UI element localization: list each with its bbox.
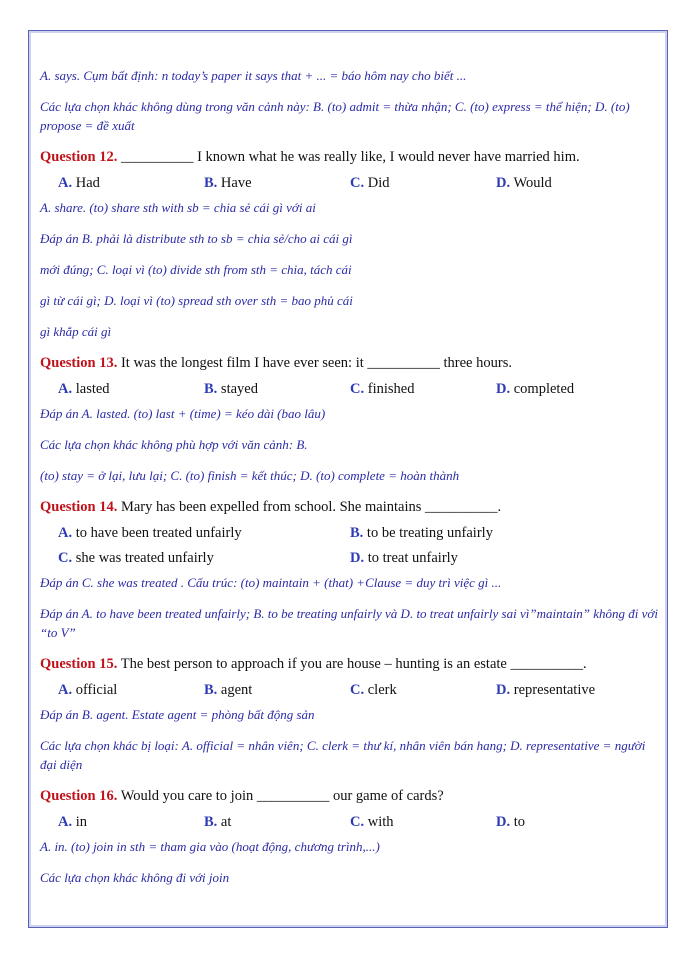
- option-text: to have been treated unfairly: [72, 525, 242, 541]
- answer-option: [332, 523, 624, 543]
- answer-options: [40, 812, 660, 832]
- option-letter: C.: [350, 814, 365, 830]
- explanation-text: A. says. Cụm bất định: n today’s paper it says that + ... = báo hôm nay cho biết ...: [40, 68, 467, 83]
- option-letter: C.: [350, 682, 365, 698]
- option-letter: B.: [204, 682, 218, 698]
- question-text: It was the longest film I have ever seen: it __________ three hours.: [117, 355, 512, 371]
- answer-option: [40, 548, 332, 568]
- option-letter: B.: [204, 175, 218, 191]
- option-letter: A.: [58, 682, 73, 698]
- option-text: clerk: [364, 682, 397, 698]
- answer-option: [478, 173, 624, 193]
- explanation-text: A. share. (to) share sth with sb = chia sẻ cái gì với ai: [40, 200, 316, 215]
- option-letter: B.: [204, 381, 218, 397]
- option-text: she was treated unfairly: [72, 550, 214, 566]
- option-text: at: [217, 814, 232, 830]
- option-text: with: [364, 814, 394, 830]
- option-letter: A.: [58, 814, 73, 830]
- explanation-text: mới đúng; C. loại vì (to) divide sth from sth = chia, tách cái: [40, 262, 352, 277]
- question-stem: [40, 497, 660, 517]
- option-text: Have: [217, 175, 252, 191]
- answer-option: [186, 680, 332, 700]
- option-letter: B.: [350, 525, 364, 541]
- question-stem: [40, 786, 660, 806]
- explanation-text: Đáp án A. lasted. (to) last + (time) = kéo dài (bao lâu): [40, 406, 326, 421]
- option-text: lasted: [72, 381, 110, 397]
- answer-option: [332, 379, 478, 399]
- explanation-text: Các lựa chọn khác không đi với join: [40, 870, 230, 885]
- explanation-text: A. in. (to) join in sth = tham gia vào (hoạt động, chương trình,...): [40, 839, 380, 854]
- question-text: The best person to approach if you are house – hunting is an estate __________.: [117, 656, 587, 672]
- answer-option: [332, 173, 478, 193]
- option-text: in: [72, 814, 88, 830]
- option-letter: C.: [350, 381, 365, 397]
- answer-option: [40, 173, 186, 193]
- answer-options: [40, 523, 660, 568]
- question-number: Question 12.: [40, 149, 118, 165]
- option-letter: D.: [350, 550, 365, 566]
- answer-option: [186, 379, 332, 399]
- question-text: Mary has been expelled from school. She maintains __________.: [117, 499, 502, 515]
- option-text: finished: [364, 381, 415, 397]
- document-content: [40, 66, 660, 899]
- question-number: Question 14.: [40, 499, 118, 515]
- option-text: agent: [217, 682, 253, 698]
- answer-option: [478, 812, 624, 832]
- answer-options: [40, 379, 660, 399]
- explanation-text: Đáp án B. phải là distribute sth to sb = chia sẻ/cho ai cái gì: [40, 231, 353, 246]
- explanation-text: (to) stay = ở lại, lưu lại; C. (to) finish = kết thúc; D. (to) complete = hoàn thành: [40, 468, 460, 483]
- explanation-text: gì khắp cái gì: [40, 324, 112, 339]
- explanation-text: gì từ cái gì; D. loại vì (to) spread sth over sth = bao phủ cái: [40, 293, 353, 308]
- question-text: Would you care to join __________ our game of cards?: [117, 788, 444, 804]
- answer-option: [332, 680, 478, 700]
- answer-option: [478, 379, 624, 399]
- option-text: official: [72, 682, 118, 698]
- option-text: to: [510, 814, 526, 830]
- option-letter: C.: [350, 175, 365, 191]
- answer-option: [186, 173, 332, 193]
- answer-option: [478, 680, 624, 700]
- option-text: Would: [510, 175, 552, 191]
- explanation-text: Đáp án B. agent. Estate agent = phòng bất động sản: [40, 707, 315, 722]
- option-letter: B.: [204, 814, 218, 830]
- answer-option: [332, 548, 624, 568]
- answer-options: [40, 680, 660, 700]
- answer-option: [40, 523, 332, 543]
- option-letter: C.: [58, 550, 73, 566]
- option-letter: D.: [496, 381, 511, 397]
- option-text: completed: [510, 381, 575, 397]
- answer-option: [40, 379, 186, 399]
- option-text: Did: [364, 175, 390, 191]
- question-stem: [40, 654, 660, 674]
- explanation-text: Các lựa chọn khác không phù hợp với văn cảnh: B.: [40, 437, 308, 452]
- option-letter: A.: [58, 175, 73, 191]
- option-letter: A.: [58, 525, 73, 541]
- question-stem: [40, 353, 660, 373]
- option-letter: D.: [496, 175, 511, 191]
- question-stem: [40, 147, 660, 167]
- explanation-text: Các lựa chọn khác không dùng trong văn cảnh này: B. (to) admit = thừa nhận; C. (to) express = thể hiện; D. (to) propose = đề xuất: [40, 99, 630, 133]
- explanation-text: Đáp án A. to have been treated unfairly; B. to be treating unfairly và D. to treat unfairly sai vì”maintain” không đi với “to V”: [40, 606, 658, 640]
- explanation-text: Các lựa chọn khác bị loại: A. official = nhân viên; C. clerk = thư kí, nhân viên bán hang; D. representative = người đại diện: [40, 738, 646, 772]
- answer-options: [40, 173, 660, 193]
- answer-option: [332, 812, 478, 832]
- answer-option: [40, 680, 186, 700]
- answer-option: [186, 812, 332, 832]
- answer-option: [40, 812, 186, 832]
- option-text: stayed: [217, 381, 258, 397]
- option-text: Had: [72, 175, 100, 191]
- option-letter: D.: [496, 682, 511, 698]
- explanation-text: Đáp án C. she was treated . Cấu trúc: (to) maintain + (that) +Clause = duy trì việc gì ...: [40, 575, 502, 590]
- option-text: representative: [510, 682, 596, 698]
- question-text: __________ I known what he was really like, I would never have married him.: [117, 149, 580, 165]
- option-text: to treat unfairly: [364, 550, 458, 566]
- question-number: Question 13.: [40, 355, 118, 371]
- question-number: Question 16.: [40, 788, 118, 804]
- option-text: to be treating unfairly: [363, 525, 493, 541]
- question-number: Question 15.: [40, 656, 118, 672]
- option-letter: A.: [58, 381, 73, 397]
- option-letter: D.: [496, 814, 511, 830]
